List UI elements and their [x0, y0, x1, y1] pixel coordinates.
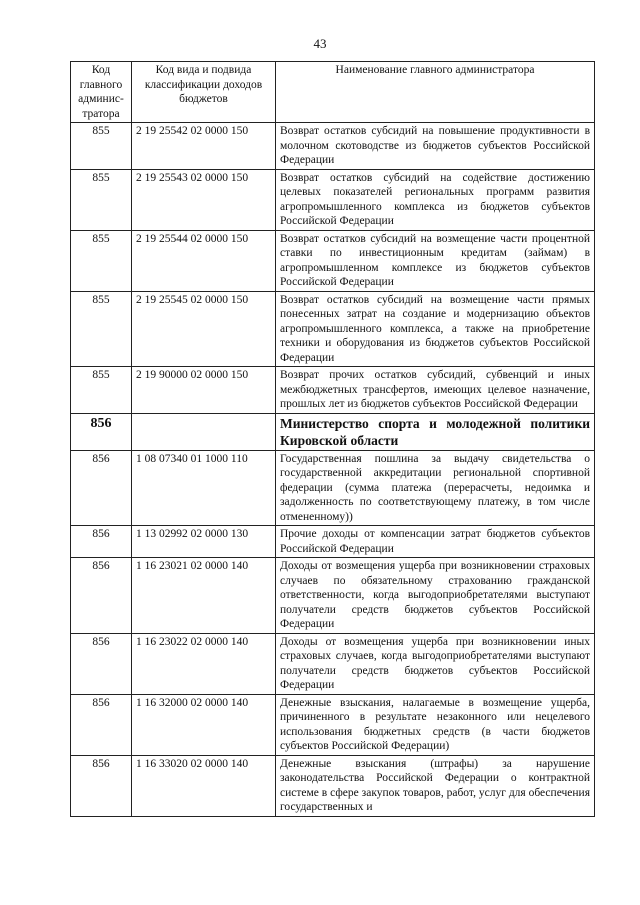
admin-code-cell: 856	[71, 558, 132, 634]
admin-name-cell: Министерство спорта и молодежной политики Кировской области	[276, 413, 595, 450]
admin-name-cell: Денежные взыскания, налагаемые в возмещение ущерба, причиненного в результате незаконного или нецелевого использования бюджетных средств (в части бюджетов субъектов Российской Федерации)	[276, 694, 595, 755]
revenue-code-cell: 1 08 07340 01 1000 110	[132, 450, 276, 526]
table-row	[71, 291, 595, 367]
admin-code-cell: 856	[71, 633, 132, 694]
revenue-code-cell	[132, 413, 276, 450]
table-row	[71, 230, 595, 291]
admin-code-cell: 856	[71, 694, 132, 755]
header-admin-name: Наименование главного администратора	[276, 62, 595, 123]
revenue-code-cell: 2 19 25544 02 0000 150	[132, 230, 276, 291]
table-row	[71, 558, 595, 634]
revenue-code-cell: 1 16 33020 02 0000 140	[132, 755, 276, 816]
revenue-code-cell: 2 19 25542 02 0000 150	[132, 123, 276, 170]
table-row	[71, 526, 595, 558]
revenue-code-cell: 2 19 25545 02 0000 150	[132, 291, 276, 367]
table-row	[71, 169, 595, 230]
admin-code-cell: 856	[71, 450, 132, 526]
table-row	[71, 450, 595, 526]
table-row	[71, 633, 595, 694]
admin-name-cell: Прочие доходы от компенсации затрат бюджетов субъектов Российской Федерации	[276, 526, 595, 558]
page-number: 43	[313, 36, 327, 51]
table-row	[71, 694, 595, 755]
admin-code-cell: 855	[71, 291, 132, 367]
admin-name-cell: Возврат остатков субсидий на возмещение части прямых понесенных затрат на создание и модернизацию объектов агропромышленного комплекса, а также на приобретение техники и оборудования из бюджетов субъектов Российской Федерации	[276, 291, 595, 367]
revenue-code-cell: 1 16 23022 02 0000 140	[132, 633, 276, 694]
admin-name-cell: Денежные взыскания (штрафы) за нарушение законодательства Российской Федерации о контрактной системе в сфере закупок товаров, работ, услуг для обеспечения государственных и	[276, 755, 595, 816]
revenue-code-cell: 1 13 02992 02 0000 130	[132, 526, 276, 558]
admin-name-cell: Доходы от возмещения ущерба при возникновении страховых случаев по обязательному страхованию гражданской ответственности, когда выгодоприобретателями выступают получатели средств бюджетов субъектов Российской Федерации	[276, 558, 595, 634]
admin-name-cell: Доходы от возмещения ущерба при возникновении иных страховых случаев, когда выгодоприобретателями выступают получатели средств бюджетов субъектов Российской Федерации	[276, 633, 595, 694]
revenue-code-cell: 1 16 32000 02 0000 140	[132, 694, 276, 755]
admin-name-cell: Возврат остатков субсидий на повышение продуктивности в молочном скотоводстве из бюджетов субъектов Российской Федерации	[276, 123, 595, 170]
table-row	[71, 123, 595, 170]
admin-code-cell: 856	[71, 526, 132, 558]
admin-code-cell: 856	[71, 413, 132, 450]
admin-name-cell: Возврат остатков субсидий на содействие достижению целевых показателей региональных программ развития агропромышленного комплекса из бюджетов субъектов Российской Федерации	[276, 169, 595, 230]
table-row	[71, 367, 595, 414]
admin-code-cell: 856	[71, 755, 132, 816]
admin-name-cell: Государственная пошлина за выдачу свидетельства о государственной аккредитации региональной спортивной федерации (сумма платежа (перерасчеты, недоимка и задолженность по соответствующему платежу, в том числе отмененному))	[276, 450, 595, 526]
table-row	[71, 413, 595, 450]
admin-code-cell: 855	[71, 123, 132, 170]
admin-code-cell: 855	[71, 230, 132, 291]
header-revenue-code: Код вида и подвида классификации доходов бюджетов	[132, 62, 276, 123]
admin-name-cell: Возврат остатков субсидий на возмещение части процентной ставки по инвестиционным кредитам (займам) в агропромышленном комплексе из бюджетов субъектов Российской Федерации	[276, 230, 595, 291]
revenue-admin-table	[70, 61, 595, 817]
revenue-code-cell: 2 19 25543 02 0000 150	[132, 169, 276, 230]
admin-name-cell: Возврат прочих остатков субсидий, субвенций и иных межбюджетных трансфертов, имеющих целевое назначение, прошлых лет из бюджетов субъектов Российской Федерации	[276, 367, 595, 414]
revenue-code-cell: 1 16 23021 02 0000 140	[132, 558, 276, 634]
table-row	[71, 755, 595, 816]
header-admin-code: Код главного админис-тратора	[71, 62, 132, 123]
admin-code-cell: 855	[71, 367, 132, 414]
admin-code-cell: 855	[71, 169, 132, 230]
revenue-code-cell: 2 19 90000 02 0000 150	[132, 367, 276, 414]
table-header-row	[71, 62, 595, 123]
